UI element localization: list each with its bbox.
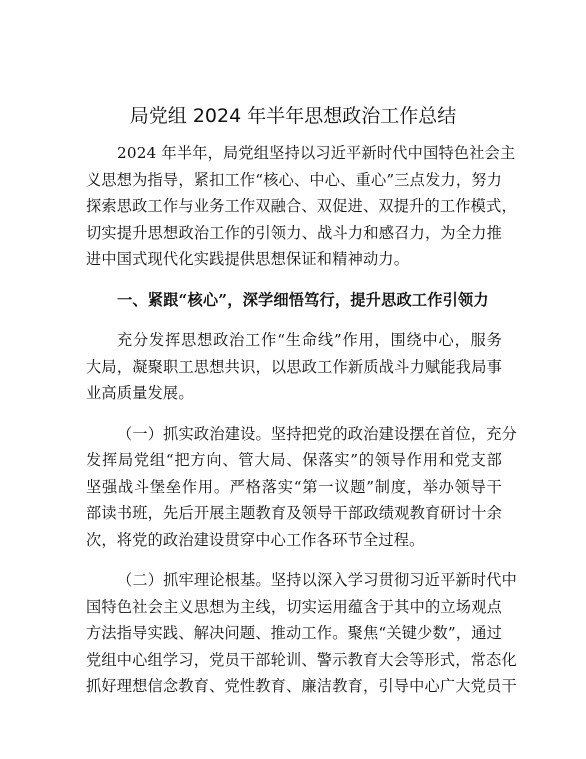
text-line: （二）抓牢理论根基。坚持以深入学习贯彻习近平新时代中: [117, 571, 518, 589]
section-heading: [86, 287, 502, 314]
text-line: 方法指导实践、解决问题、推动工作。聚焦“关键少数”，通过: [86, 624, 503, 642]
text-line: （一）抓实政治建设。坚持把党的政治建设摆在首位，充分: [117, 424, 518, 443]
document-body: [86, 140, 518, 700]
text-line: 进中国式现代化实践提供思想保证和精神动力。: [86, 250, 410, 268]
text-line: 部读书班，先后开展主题教育及领导干部政绩观教育研讨十余: [86, 504, 502, 522]
text-line: 发挥局党组“把方向、管大局、保落实”的领导作用和党支部: [86, 451, 502, 469]
document-title: 局党组 2024 年半年思想政治工作总结: [129, 105, 457, 127]
text-line: 次，将党的政治建设贯穿中心工作各环节全过程。: [86, 530, 425, 549]
text-line: 坚强战斗堡垒作用。严格落实“第一议题”制度，举办领导干: [86, 477, 502, 496]
text-line: 探索思政工作与业务工作双融合、双促进、双提升的工作模式，: [86, 197, 517, 215]
text-line: 2024 年半年，局党组坚持以习近平新时代中国特色社会主: [117, 144, 516, 162]
text-line: 一、紧跟“核心”，深学细悟笃行，提升思政工作引领力: [117, 290, 489, 309]
text-line: 国特色社会主义思想为主线，切实运用蕴含于其中的立场观点: [86, 597, 502, 616]
text-line: 业高质量发展。: [86, 384, 194, 402]
subsection-political-paragraph: [86, 421, 518, 554]
section-intro-paragraph: [86, 327, 502, 407]
text-line: 大局，凝聚职工思想共识，以思政工作新质战斗力赋能我局事: [86, 357, 502, 376]
text-line: 充分发挥思想政治工作“生命线”作用，围绕中心，服务: [117, 331, 502, 349]
text-line: 义思想为指导，紧扣工作“核心、中心、重心”三点发力，努力: [86, 170, 503, 189]
text-line: 党组中心组学习，党员干部轮训、警示教育大会等形式，常态化: [86, 650, 517, 669]
text-line: 抓好理想信念教育、党性教育、廉洁教育，引导中心广大党员干: [86, 677, 517, 695]
text-line: 切实提升思想政治工作的引领力、战斗力和感召力，为全力推: [86, 223, 502, 242]
subsection-theory-paragraph: [86, 567, 518, 700]
intro-paragraph: [86, 140, 517, 273]
